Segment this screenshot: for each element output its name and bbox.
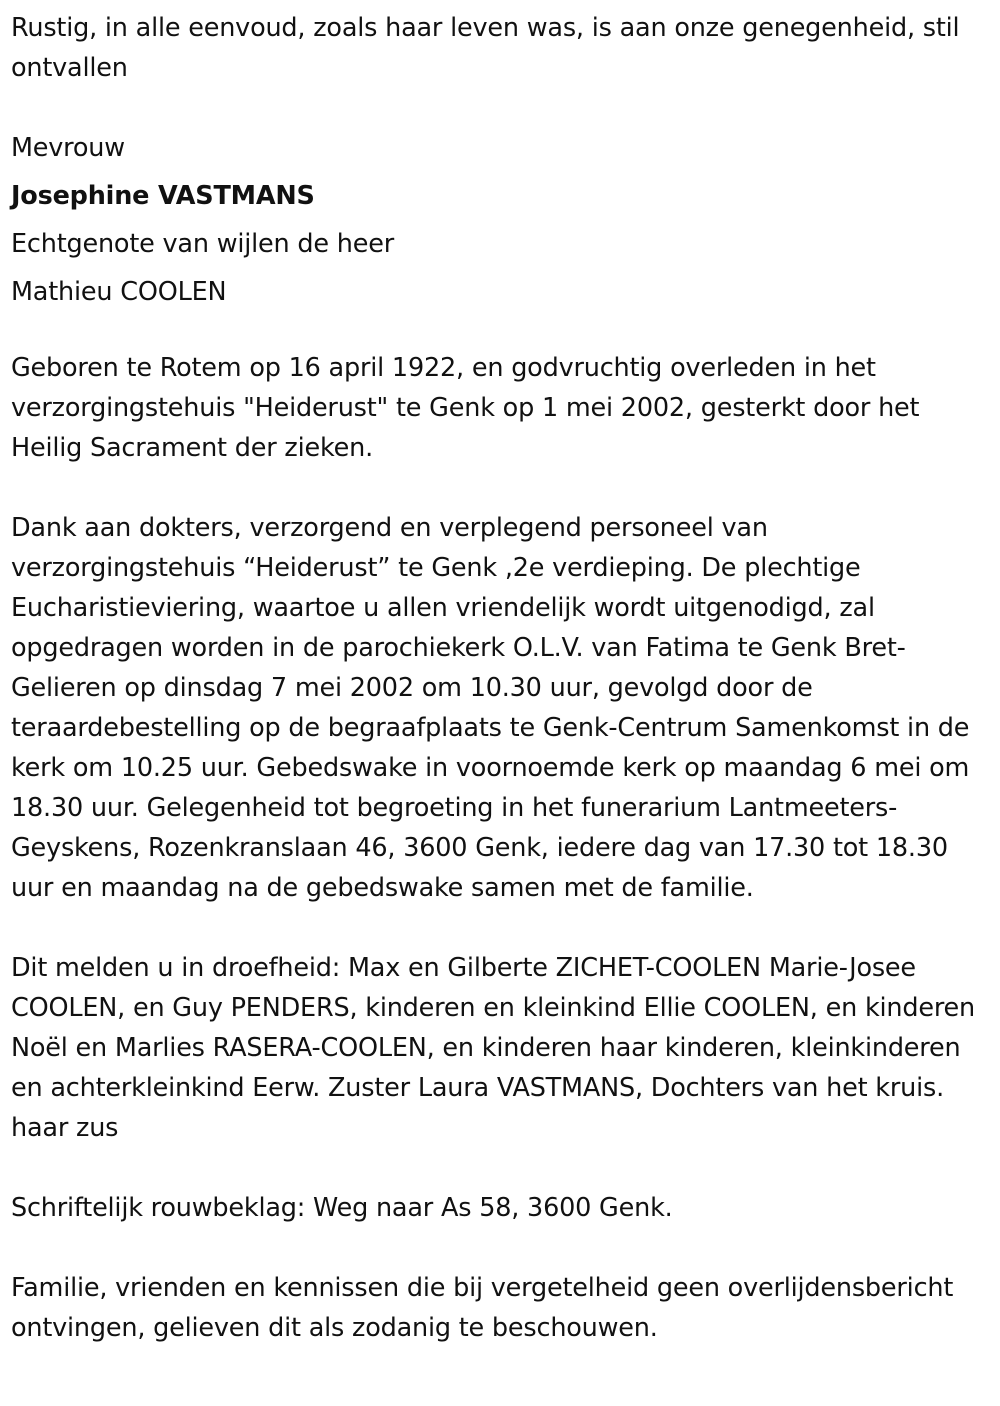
intro-text: Rustig, in alle eenvoud, zoals haar leven was, is aan onze genegenheid, stil ontvallen bbox=[11, 13, 960, 83]
deceased-block bbox=[11, 124, 990, 316]
birth-death-paragraph: Geboren te Rotem op 16 april 1922, en godvruchtig overleden in het verzorgingstehuis "Heiderust" te Genk op 1 mei 2002, gesterkt door het Heilig Sacrament der zieken. bbox=[11, 353, 920, 463]
closing-note: Familie, vrienden en kennissen die bij vergetelheid geen overlijdensbericht ontvingen, gelieven dit als zodanig te beschouwen. bbox=[11, 1273, 954, 1343]
family-paragraph: Dit melden u in droefheid: Max en Gilberte ZICHET-COOLEN Marie-Josee COOLEN, en Guy PENDERS, kinderen en kleinkind Ellie COOLEN, en kinderen Noël en Marlies RASERA-COOLEN, en kinderen haar kinderen, kleinkinderen en achterkleinkind Eerw. Zuster Laura VASTMANS, Dochters van het kruis. haar zus bbox=[11, 953, 976, 1143]
deceased-name: Josephine VASTMANS bbox=[11, 181, 315, 211]
service-paragraph: Dank aan dokters, verzorgend en verplegend personeel van verzorgingstehuis “Heiderust” te Genk ,2e verdieping. De plechtige Eucharistieviering, waartoe u allen vriendelijk wordt uitgenodigd, zal opgedragen worden in de parochiekerk O.L.V. van Fatima te Genk Bret-Gelieren op dinsdag 7 mei 2002 om 10.30 uur, gevolgd door de teraardebestelling op de begraafplaats te Genk-Centrum Samenkomst in de kerk om 10.25 uur. Gebedswake in voornoemde kerk op maandag 6 mei om 18.30 uur. Gelegenheid tot begroeting in het funerarium Lantmeeters-Geyskens, Rozenkranslaan 46, 3600 Genk, iedere dag van 17.30 tot 18.30 uur en maandag na de gebedswake samen met de familie. bbox=[11, 513, 970, 903]
spouse-line: Echtgenote van wijlen de heer bbox=[11, 229, 394, 259]
condolence-address: Schriftelijk rouwbeklag: Weg naar As 58, 3600 Genk. bbox=[11, 1193, 673, 1223]
salutation: Mevrouw bbox=[11, 133, 125, 163]
spouse-name: Mathieu COOLEN bbox=[11, 277, 227, 307]
